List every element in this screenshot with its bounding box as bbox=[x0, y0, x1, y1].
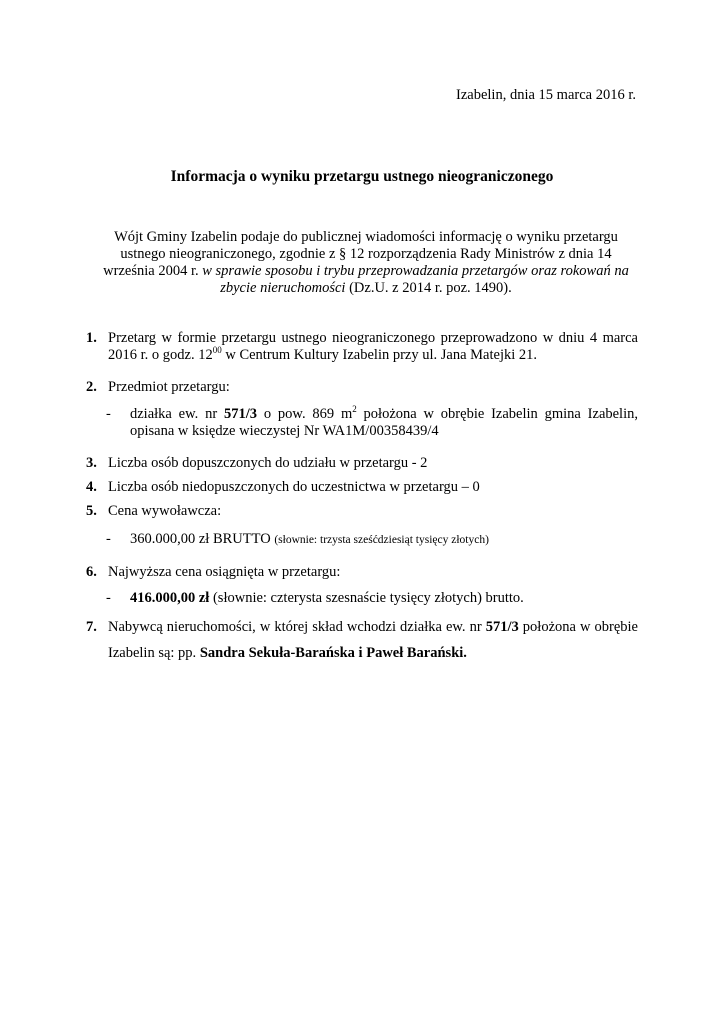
dash-bullet: - bbox=[106, 531, 111, 547]
item-text: Cena wywoławcza: bbox=[108, 503, 222, 519]
sub-item-plot bbox=[86, 406, 638, 440]
list-item-4 bbox=[86, 479, 638, 496]
item-text-cont: w Centrum Kultury Izabelin przy ul. Jana Matejki 21. bbox=[221, 347, 538, 363]
sub-text: działka ew. nr bbox=[130, 406, 224, 422]
item-number: 1. bbox=[86, 330, 97, 346]
sub-text-cont: o pow. 869 m bbox=[257, 406, 353, 422]
area-superscript: 2 bbox=[352, 404, 357, 414]
item-text: Liczba osób niedopuszczonych do uczestnictwa w przetargu – 0 bbox=[108, 479, 480, 495]
item-number: 4. bbox=[86, 479, 97, 495]
dash-bullet: - bbox=[106, 406, 111, 422]
item-number: 7. bbox=[86, 619, 97, 635]
sub-item-highest-price bbox=[86, 590, 638, 607]
plot-number: 571/3 bbox=[224, 406, 258, 422]
sub-text: 360.000,00 zł BRUTTO bbox=[130, 531, 275, 547]
list-item-3 bbox=[86, 455, 638, 472]
intro-regulation-title: w sprawie sposobu i trybu przeprowadzania przetargów oraz rokowań na zbycie nieruchomości bbox=[202, 263, 629, 296]
document-title: Informacja o wyniku przetargu ustnego nieograniczonego bbox=[170, 168, 554, 185]
highest-price: 416.000,00 zł bbox=[130, 590, 210, 606]
intro-paragraph bbox=[96, 229, 636, 297]
item-text: Liczba osób dopuszczonych do udziału w przetargu - 2 bbox=[108, 455, 428, 471]
item-text: Przedmiot przetargu: bbox=[108, 379, 230, 395]
list-item-6 bbox=[86, 564, 638, 581]
date-line: Izabelin, dnia 15 marca 2016 r. bbox=[456, 87, 636, 103]
results-list bbox=[86, 330, 638, 666]
item-number: 6. bbox=[86, 564, 97, 580]
price-in-words: (słownie: trzysta sześćdziesiąt tysięcy złotych) bbox=[274, 534, 489, 546]
item-number: 2. bbox=[86, 379, 97, 395]
intro-text-2: (Dz.U. z 2014 r. poz. 1490). bbox=[345, 280, 512, 296]
list-item-7 bbox=[86, 614, 638, 666]
sub-text: (słownie: czterysta szesnaście tysięcy złotych) brutto. bbox=[209, 590, 524, 606]
list-item-5 bbox=[86, 503, 638, 520]
item-number: 3. bbox=[86, 455, 97, 471]
sub-item-starting-price bbox=[86, 531, 638, 549]
intro-text-1: Wójt Gminy Izabelin podaje do publicznej wiadomości informację o wyniku przetargu ustnego nieograniczonego, zgodnie z § 12 rozporządzenia Rady Ministrów z dnia 14 września 2004 r. bbox=[103, 229, 618, 279]
buyer-names: Sandra Sekuła-Barańska i Paweł Barański. bbox=[199, 645, 467, 661]
list-item-1 bbox=[86, 330, 638, 364]
item-text: Nabywcą nieruchomości, w której skład wchodzi działka ew. nr bbox=[108, 619, 486, 635]
item-text: Najwyższa cena osiągnięta w przetargu: bbox=[108, 564, 341, 580]
sub-text-end: położona w obrębie Izabelin gmina Izabelin, opisana w księdze wieczystej Nr WA1M/00358439/4 bbox=[130, 406, 638, 439]
item-text: Przetarg w formie przetargu ustnego nieograniczonego przeprowadzono w dniu 4 marca 2016 r. o godz. 12 bbox=[108, 330, 638, 363]
item-number: 5. bbox=[86, 503, 97, 519]
dash-bullet: - bbox=[106, 590, 111, 606]
plot-number: 571/3 bbox=[485, 619, 519, 635]
list-item-2 bbox=[86, 379, 638, 396]
item-text-cont: położona w obrębie Izabelin są: pp. bbox=[108, 619, 638, 661]
time-superscript: 00 bbox=[212, 345, 222, 355]
